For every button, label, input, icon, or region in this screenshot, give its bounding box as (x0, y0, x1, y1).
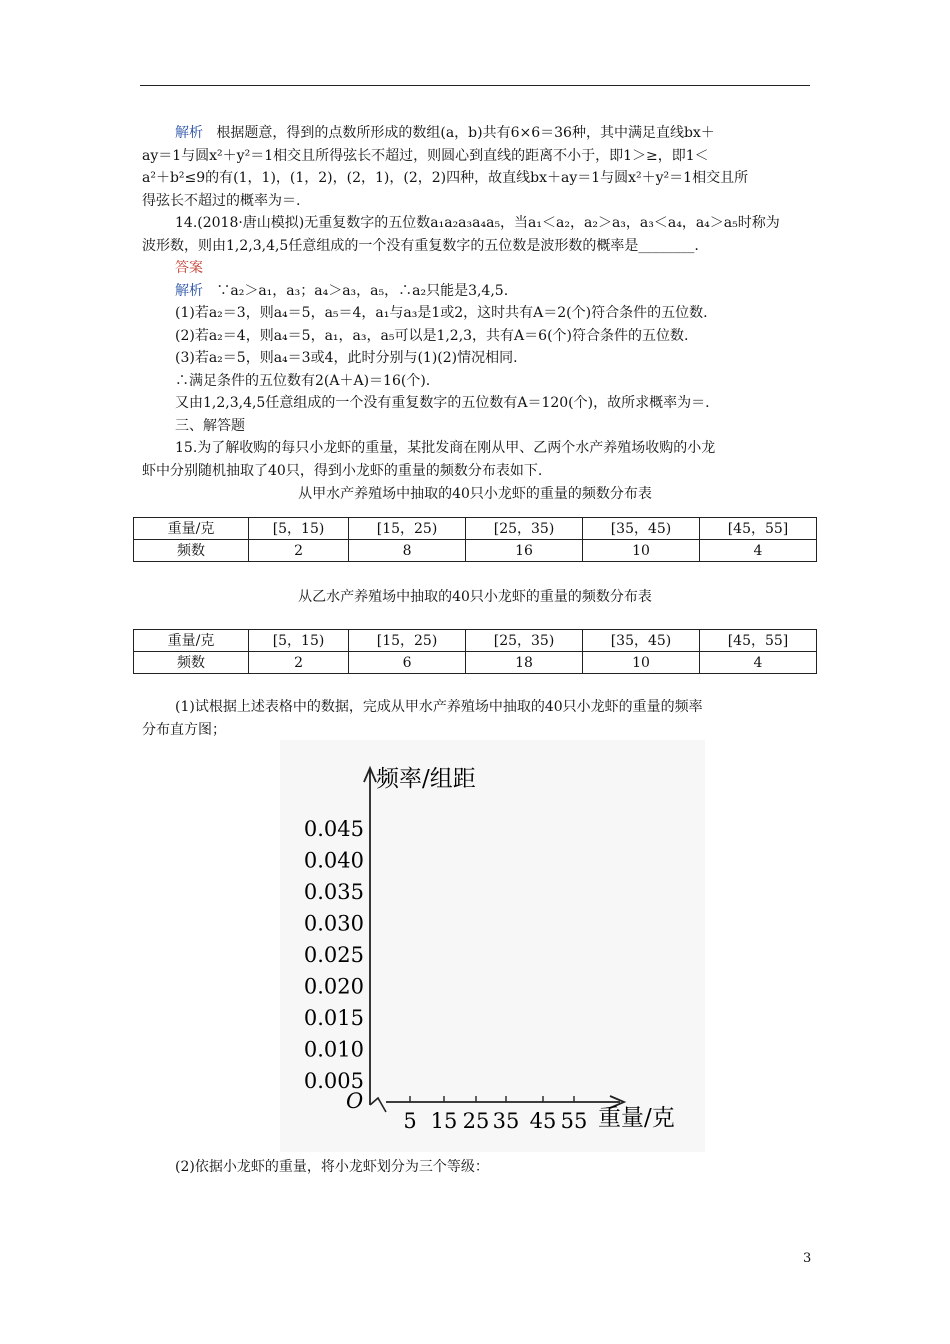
table-row (134, 540, 817, 562)
table-cell: [45，55] (700, 518, 817, 540)
p14-question-2: 波形数，则由1,2,3,4,5任意组成的一个没有重复数字的五位数是波形数的概率是________. (142, 238, 699, 254)
table1 (133, 517, 817, 562)
y-axis-label: 频率/组距 (376, 766, 476, 792)
y-tick-label: 0.025 (303, 943, 364, 967)
p13-line-4: 得弦长不超过的概率为＝. (142, 193, 301, 209)
table-cell: 重量/克 (134, 630, 249, 652)
table-cell: 频数 (134, 652, 249, 674)
p14-analysis (175, 281, 508, 301)
section-heading: 三、解答题 (175, 418, 245, 434)
answer-label: 答案 (175, 260, 203, 276)
p13-line-1-text: 根据题意，得到的点数所形成的数组(a，b)共有6×6＝36种，其中满足直线bx＋ (216, 125, 715, 141)
table-cell: 18 (466, 652, 583, 674)
p14-case-3: (3)若a₂＝5，则a₄＝3或4，此时分别与(1)(2)情况相同. (175, 350, 518, 366)
x-tick-label: 15 (430, 1109, 458, 1133)
table-row (134, 518, 817, 540)
x-axis-label: 重量/克 (598, 1105, 675, 1131)
p13-line-1 (175, 123, 715, 143)
page-number: 3 (803, 1251, 812, 1266)
table-cell: 10 (583, 652, 700, 674)
y-tick-label: 0.010 (303, 1037, 364, 1062)
table-cell: 16 (466, 540, 583, 562)
histogram-figure (280, 740, 705, 1152)
x-tick-label: 25 (462, 1109, 490, 1133)
table-cell: [15，25) (349, 630, 466, 652)
table-cell: [5，15) (249, 630, 349, 652)
y-tick-label: 0.045 (303, 817, 364, 841)
x-tick-label: 5 (403, 1109, 417, 1133)
table-cell: [25，35) (466, 630, 583, 652)
table-cell: 频数 (134, 540, 249, 562)
table2-caption: 从乙水产养殖场中抽取的40只小龙虾的重量的频数分布表 (298, 589, 652, 605)
y-tick-label: 0.040 (303, 848, 364, 873)
p14-analysis-text: ∵a₂＞a₁，a₃；a₄＞a₃，a₅，∴a₂只能是3,4,5. (216, 283, 509, 299)
table-cell: [25，35) (466, 518, 583, 540)
table2 (133, 629, 817, 674)
table-cell: [15，25) (349, 518, 466, 540)
y-tick-label: 0.005 (303, 1069, 364, 1093)
table-cell: [5，15) (249, 518, 349, 540)
table1-caption: 从甲水产养殖场中抽取的40只小龙虾的重量的频数分布表 (298, 486, 652, 502)
table-row (134, 630, 817, 652)
p15-question-1: 15.为了解收购的每只小龙虾的重量，某批发商在刚从甲、乙两个水产养殖场收购的小龙 (175, 440, 716, 456)
sub2-line: (2)依据小龙虾的重量，将小龙虾划分为三个等级： (175, 1159, 489, 1175)
table-cell: 6 (349, 652, 466, 674)
x-tick-label: 55 (560, 1109, 588, 1133)
p14-probability: 又由1,2,3,4,5任意组成的一个没有重复数字的五位数有A＝120(个)，故所求概率为＝. (175, 395, 710, 411)
p13-line-3: a²＋b²≤9的有(1，1)，(1，2)，(2，1)，(2，2)四种，故直线bx＋ay＝1与圆x²＋y²＝1相交且所 (142, 170, 749, 186)
x-tick-label: 45 (529, 1109, 557, 1133)
x-tick-label: 35 (492, 1109, 520, 1133)
table-cell: [45，55] (700, 630, 817, 652)
p13-line-2: ay＝1与圆x²＋y²＝1相交且所得弦长不超过，则圆心到直线的距离不小于，即1＞≥，即1＜ (142, 148, 709, 164)
p15-question-2: 虾中分别随机抽取了40只，得到小龙虾的重量的频数分布表如下. (142, 463, 543, 479)
table-cell: 4 (700, 540, 817, 562)
y-tick-label: 0.035 (303, 880, 364, 904)
table-cell: 8 (349, 540, 466, 562)
analysis-label: 解析 (175, 283, 203, 299)
analysis-label: 解析 (175, 125, 203, 141)
header-rule (140, 85, 810, 86)
sub1-line-2: 分布直方图； (142, 722, 226, 738)
table-row (134, 652, 817, 674)
table-cell: 10 (583, 540, 700, 562)
sub1-line-1: (1)试根据上述表格中的数据，完成从甲水产养殖场中抽取的40只小龙虾的重量的频率 (175, 699, 703, 715)
table-cell: 2 (249, 540, 349, 562)
p14-case-1: (1)若a₂＝3，则a₄＝5，a₅＝4，a₁与a₃是1或2，这时共有A＝2(个)符合条件的五位数. (175, 305, 708, 321)
y-tick-label: 0.030 (303, 911, 364, 936)
origin-label: O (346, 1089, 364, 1113)
p14-conclusion: ∴满足条件的五位数有2(A＋A)＝16(个). (175, 373, 431, 389)
table-cell: [35，45) (583, 630, 700, 652)
y-tick-label: 0.020 (303, 974, 364, 999)
table-cell: 2 (249, 652, 349, 674)
p14-question-1: 14.(2018·唐山模拟)无重复数字的五位数a₁a₂a₃a₄a₅，当a₁＜a₂，a₂＞a₃，a₃＜a₄，a₄＞a₅时称为 (175, 215, 780, 231)
p14-case-2: (2)若a₂＝4，则a₄＝5，a₁，a₃，a₅可以是1,2,3，共有A＝6(个)符合条件的五位数. (175, 328, 689, 344)
table-cell: 4 (700, 652, 817, 674)
table-cell: 重量/克 (134, 518, 249, 540)
y-tick-label: 0.015 (303, 1006, 364, 1030)
table-cell: [35，45) (583, 518, 700, 540)
